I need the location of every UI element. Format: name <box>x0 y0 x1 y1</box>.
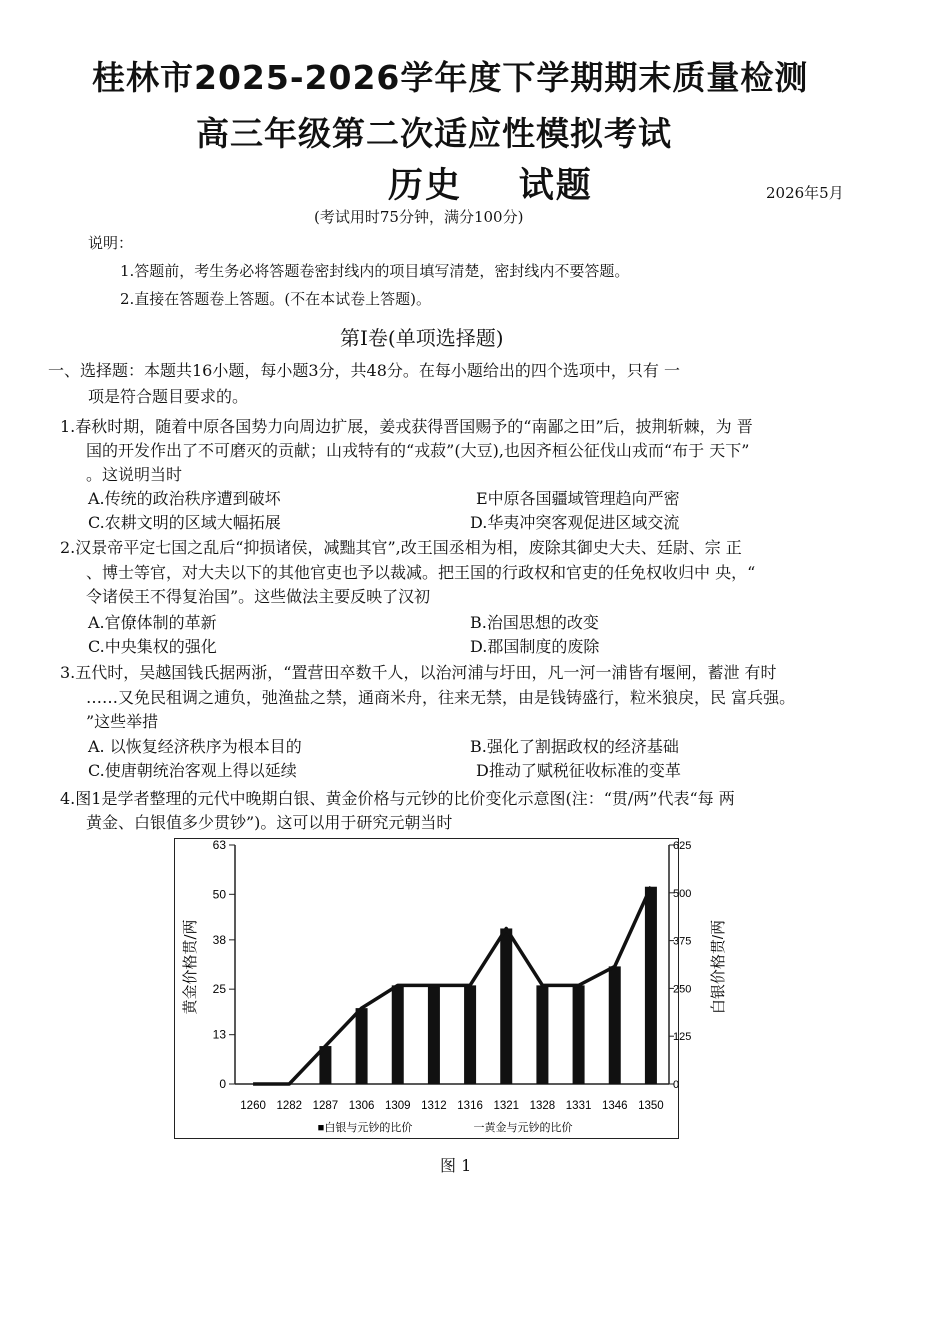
question-2-option-b: B.治国思想的改变 <box>470 613 599 632</box>
legend-silver: ■白银与元钞的比价 <box>317 1122 413 1134</box>
question-3-option-a: A. 以恢复经济秩序为根本目的 <box>88 737 302 756</box>
question-4-line: 4.图1是学者整理的元代中晚期白银、黄金价格与元钞的比价变化示意图(注：“贯/两”代表“每 两 <box>60 789 735 808</box>
chart-svg <box>175 838 727 1137</box>
section-intro: 项是符合题目要求的。 <box>88 387 249 406</box>
question-4-line: 黄金、白银值多少贯钞”)。这可以用于研究元朝当时 <box>86 813 453 832</box>
x-tick-label: 1321 <box>493 1100 520 1112</box>
x-tick-label: 1331 <box>565 1100 592 1112</box>
x-tick-label: 1260 <box>240 1100 266 1112</box>
question-1-option-d: D.华夷冲突客观促进区域交流 <box>470 513 680 532</box>
silver-bar <box>464 985 476 1084</box>
question-2-option-d: D.郡国制度的废除 <box>470 637 600 656</box>
silver-bar <box>392 985 404 1084</box>
exam-info: (考试用时75分钟，满分100分) <box>314 208 524 226</box>
x-tick-label: 1309 <box>384 1100 411 1112</box>
subject-title: 历史 试题 <box>388 166 593 206</box>
silver-bar <box>500 928 512 1084</box>
question-2-option-a: A.官僚体制的革新 <box>88 613 217 632</box>
gold-price-line <box>253 887 651 1084</box>
question-3-option-b: B.强化了割据政权的经济基础 <box>470 737 679 756</box>
silver-bar <box>428 985 440 1084</box>
question-1-line: 。这说明当时 <box>86 465 183 484</box>
right-tick-label: 500 <box>673 887 692 900</box>
question-1-line: 1.春秋时期，随着中原各国势力向周边扩展，姜戎获得晋国赐予的“南鄙之田”后，披荆斩棘，为 晋 <box>60 417 753 436</box>
left-tick-label: 0 <box>219 1077 226 1091</box>
question-1-option-c: C.农耕文明的区域大幅拓展 <box>88 513 281 532</box>
x-tick-label: 1346 <box>601 1100 628 1112</box>
question-3-line: ”这些举措 <box>86 712 159 731</box>
question-2-line: 令诸侯王不得复治国”。这些做法主要反映了汉初 <box>86 587 431 606</box>
x-tick-label: 1306 <box>348 1100 375 1112</box>
figure-1-chart <box>174 838 727 1139</box>
note-item: 1.答题前，考生务必将答题卷密封线内的项目填写清楚，密封线内不要答题。 <box>120 262 630 280</box>
x-tick-label: 1350 <box>638 1100 664 1112</box>
note-item: 2.直接在答题卷上答题。(不在本试卷上答题)。 <box>120 290 432 308</box>
exam-title-line1: 桂林市2025-2026学年度下学期期末质量检测 <box>92 58 809 97</box>
exam-title-line2: 高三年级第二次适应性模拟考试 <box>196 114 672 153</box>
figure-caption: 图 1 <box>440 1156 472 1175</box>
left-tick-label: 38 <box>212 932 226 947</box>
question-3-line: ……又免民租调之逋负，弛渔盐之禁，通商米舟，往来无禁，由是钱铸盛行，粒米狼戾，民 富兵强。 <box>86 688 796 707</box>
right-axis-title: 白银价格贯/两 <box>710 919 727 1015</box>
right-tick-label: 125 <box>673 1031 692 1044</box>
right-tick-label: 0 <box>673 1079 680 1091</box>
x-tick-label: 1287 <box>312 1100 339 1112</box>
left-tick-label: 63 <box>212 838 226 852</box>
right-tick-label: 375 <box>673 935 692 948</box>
question-3-line: 3.五代时，吴越国钱氏据两浙，“置营田卒数千人，以治河浦与圩田，凡一河一浦皆有堰闸，蓄泄 有时 <box>60 663 777 682</box>
x-tick-label: 1328 <box>529 1100 556 1112</box>
question-2-line: 2.汉景帝平定七国之乱后“抑损诸侯，减黜其官”,改王国丞相为相，废除其御史大夫、廷尉、宗 正 <box>60 538 742 557</box>
section-title: 第I卷(单项选择题) <box>340 326 504 350</box>
exam-date: 2026年5月 <box>766 184 844 202</box>
question-1-option-b: E中原各国疆域管理趋向严密 <box>476 489 680 508</box>
legend-gold: 一黄金与元钞的比价 <box>473 1122 573 1134</box>
question-3-option-c: C.使唐朝统治客观上得以延续 <box>88 761 297 780</box>
silver-bar <box>609 966 621 1084</box>
section-intro: 一、选择题：本题共16小题，每小题3分，共48分。在每小题给出的四个选项中，只有 一 <box>48 361 680 380</box>
question-1-line: 国的开发作出了不可磨灭的贡献；山戎特有的“戎菽”(大豆),也因齐桓公征伐山戎而“布于 天下” <box>86 441 750 460</box>
silver-bar <box>645 887 657 1084</box>
right-tick-label: 250 <box>673 983 692 996</box>
left-tick-label: 50 <box>212 887 226 902</box>
question-1-option-a: A.传统的政治秩序遭到破坏 <box>88 489 281 508</box>
x-tick-label: 1282 <box>276 1100 303 1112</box>
silver-bar <box>573 985 585 1084</box>
question-2-option-c: C.中央集权的强化 <box>88 637 217 656</box>
silver-bar <box>356 1008 368 1084</box>
right-tick-label: 625 <box>673 840 692 852</box>
silver-bar <box>536 985 548 1084</box>
x-tick-label: 1316 <box>457 1100 483 1112</box>
notes-heading: 说明： <box>88 234 134 252</box>
x-tick-label: 1312 <box>421 1100 447 1112</box>
question-2-line: 、博士等官，对大夫以下的其他官吏也予以裁减。把王国的行政权和官吏的任免权收归中 央，“ <box>86 563 756 582</box>
left-tick-label: 25 <box>212 982 226 997</box>
question-3-option-d: D推动了赋税征收标准的变革 <box>476 761 681 780</box>
left-axis-title: 黄金价格贯/两 <box>181 919 199 1015</box>
left-tick-label: 13 <box>212 1027 226 1042</box>
